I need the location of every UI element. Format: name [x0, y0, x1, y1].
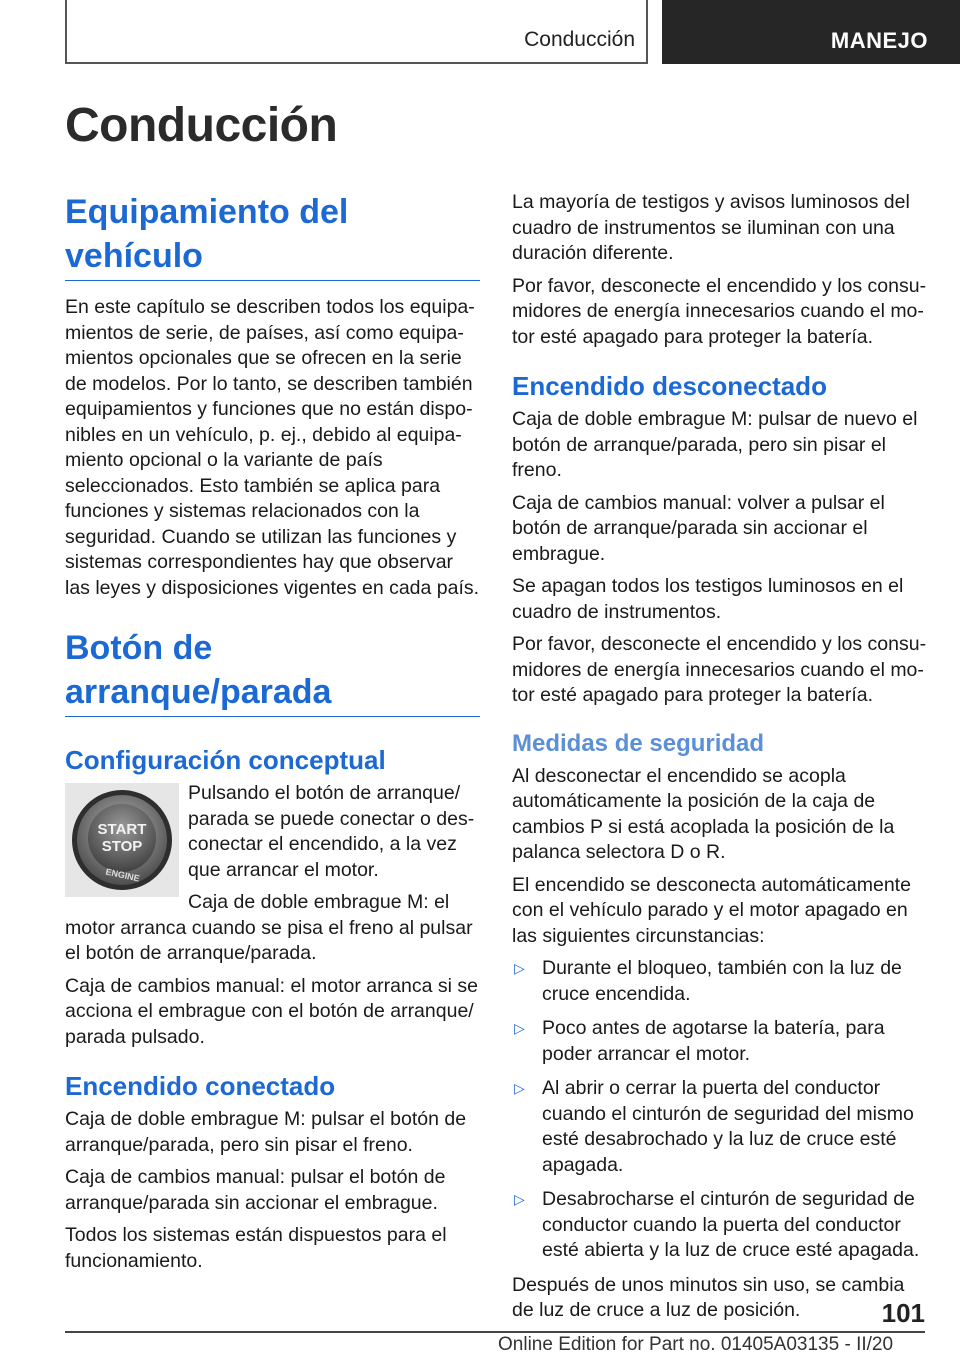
triangle-bullet-icon: ▷	[514, 1080, 525, 1096]
circumstances-list	[512, 956, 927, 1264]
page-title: Conducción	[65, 99, 338, 152]
heading-configuracion: Configuración conceptual	[65, 745, 386, 775]
header-chapter-label: MANEJO	[830, 28, 928, 53]
header-section-title: Conducción	[524, 28, 635, 51]
heading-equipamiento: Equipamiento del vehículo	[65, 190, 480, 281]
paragraph-config-2: Caja de doble embrague M: el motor arranca cuando se pisa el freno al pulsar el botón de arranque/parada.	[65, 891, 473, 964]
paragraph-desconectado-3: Se apagan todos los testigos luminosos en el cuadro de instrumentos.	[512, 575, 904, 623]
heading-encendido-conectado: Encendido conectado	[65, 1071, 336, 1101]
paragraph-medidas-1: Al desconectar el encendido se acopla automáticamente la posición de la caja de cambios P si está acoplada la posición de la palanca selectora D o R.	[512, 764, 895, 863]
paragraph-config-1: Pulsando el botón de arranque/ parada se puede conectar o desconectar el encendido, a la vez que arrancar el motor.	[188, 782, 475, 881]
paragraph-config-3: Caja de cambios manual: el motor arranca si se acciona el embrague con el botón de arranque/ parada pulsado.	[65, 974, 478, 1048]
paragraph-desconectado-4: Por favor, desconecte el encendido y los consumidores de energía innecesarios cuando el motor esté apagado para proteger la batería.	[512, 633, 927, 706]
paragraph-conectado-3: Todos los sistemas están dispuestos para el funcionamiento.	[65, 1224, 447, 1272]
svg-text:START: START	[97, 821, 147, 838]
start-stop-button-image	[65, 783, 179, 897]
paragraph-intro-1: La mayoría de testigos y avisos luminosos del cuadro de instrumentos se iluminan con una duración diferente.	[512, 191, 910, 264]
heading-boton-arranque: Botón de arranque/parada	[65, 626, 480, 717]
paragraph-intro-2: Por favor, desconecte el encendido y los consumidores de energía innecesarios cuando el motor esté apagado para proteger la batería.	[512, 274, 927, 348]
start-stop-icon	[70, 788, 174, 892]
paragraph-equipamiento: En este capítulo se describen todos los equipamientos de serie, de países, así como equipamientos opcionales que se ofrecen en la serie de modelos. Por lo tanto, se describen también equipamientos y funciones que no están disponibles en un vehículo, p. ej., debido al equipamiento opcional o la variante de país seleccionados. Esto también se aplica para funciones y sistemas relacionados con la seguridad. Cuando se utilizan las funciones y sistemas correspondientes hay que observar las leyes y disposiciones vigentes en cada país.	[65, 296, 480, 599]
svg-text:ENGINE: ENGINE	[104, 866, 141, 884]
config-figure-block	[65, 781, 480, 967]
left-column	[65, 190, 480, 1281]
paragraph-medidas-3: Después de unos minutos sin uso, se cambia de luz de cruce a luz de posición.	[512, 1273, 905, 1321]
paragraph-conectado-1: Caja de doble embrague M: pulsar el botón de arranque/parada, pero sin pisar el freno.	[65, 1108, 467, 1156]
header-chapter-tab[interactable]	[662, 0, 960, 64]
right-column	[512, 190, 927, 1331]
triangle-bullet-icon: ▷	[514, 960, 525, 976]
list-item: ▷ Poco antes de agotarse la batería, para poder arrancar el motor.	[514, 1017, 885, 1065]
paragraph-conectado-2: Caja de cambios manual: pulsar el botón de arranque/parada sin accionar el embrague.	[65, 1166, 446, 1214]
list-item: ▷ Durante el bloqueo, también con la luz de cruce encendida.	[514, 957, 902, 1005]
page-number: 101	[881, 1298, 925, 1328]
paragraph-medidas-2: El encendido se desconecta automáticamente con el vehículo parado y el motor apagado en las siguientes circunstancias:	[512, 873, 911, 947]
triangle-bullet-icon: ▷	[514, 1191, 525, 1207]
list-item: ▷ Desabrocharse el cinturón de seguridad de conductor cuando la puerta del conductor esté abierta y la luz de cruce esté apagada.	[514, 1188, 920, 1261]
paragraph-desconectado-1: Caja de doble embrague M: pulsar de nuevo el botón de arranque/parada, pero sin pisar el freno.	[512, 408, 918, 481]
paragraph-desconectado-2: Caja de cambios manual: volver a pulsar el botón de arranque/parada sin accionar el embrague.	[512, 491, 885, 565]
svg-text:STOP: STOP	[101, 838, 143, 855]
heading-medidas-seguridad: Medidas de seguridad	[512, 729, 765, 757]
triangle-bullet-icon: ▷	[514, 1020, 525, 1036]
footer-divider	[65, 1331, 925, 1333]
footer-edition-text: Online Edition for Part no. 01405A03135 - II/20	[498, 1334, 894, 1355]
heading-encendido-desconectado: Encendido desconectado	[512, 371, 827, 401]
list-item: ▷ Al abrir o cerrar la puerta del conductor cuando el cinturón de seguridad del mismo esté desabrochado y la luz de cruce esté apagada.	[514, 1077, 914, 1176]
